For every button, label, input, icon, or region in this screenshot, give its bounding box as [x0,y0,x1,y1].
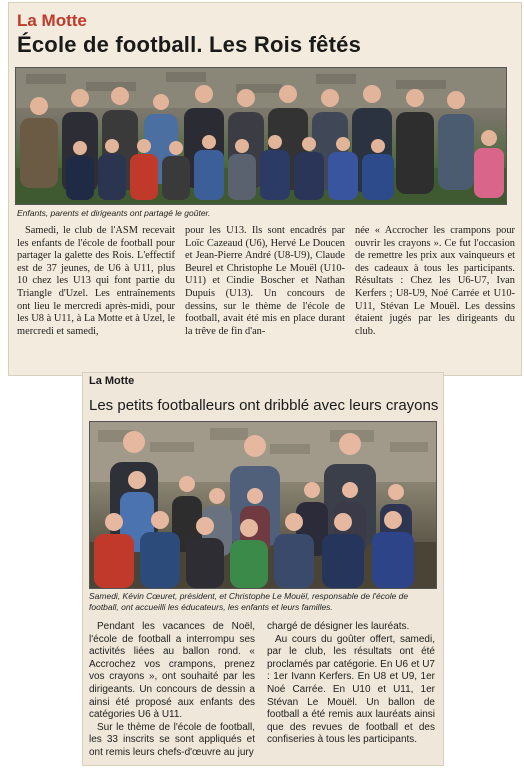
article2-kicker: La Motte [89,375,135,387]
article1-photo-caption: Enfants, parents et dirigeants ont partagé le goûter. [17,208,211,218]
article1-column-1 [17,225,175,338]
article2-headline: Les petits footballeurs ont dribblé avec leurs crayons [89,397,439,414]
group-photo-illustration [90,422,436,588]
article1-group-photo [15,67,507,205]
article2-photo-caption: Samedi, Kévin Cœuret, président, et Christophe Le Mouël, responsable de l'école de football, ont accueilli les éducateurs, les enfants et leurs familles. [89,591,409,612]
group-photo-illustration [16,68,506,204]
article2-paragraph: Sur le thème de l'école de football, les 33 inscrits se sont appliqués et ont remis leurs chefs-d'œuvre au jury [89,721,255,758]
article1-headline: École de football. Les Rois fêtés [17,32,362,57]
article2-paragraph: chargé de désigner les lauréats. [267,621,410,632]
article1-paragraph: pour les U13. Ils sont encadrés par Loïc Cazeaud (U6), Hervé Le Doucen et Jean-Pierre André (U8-U9), Claude Beurel et Christophe Le Mouël (U10-U11) et Cindie Boscher et Nathan Dupuis (U13). Un concours de dessins, sur le thème de l'école de football, avait été mis en place durant la trêve de fin d'an- [185,225,345,337]
article1-paragraph: Samedi, le club de l'ASM recevait les enfants de l'école de football pour partager la galette des Rois. L'effectif est de 37 jeunes, de U6 à U11, plus 10 chez les U13 qui font partie du Triangle d'Uzel. Les entraînements ont lieu le mercredi après-midi, pour les U8 à U11, à La Motte et à Uzel, le mercredi et samedi, [17,225,175,337]
article2-paragraph: Pendant les vacances de Noël, l'école de football a interrompu ses activités liées au ballon rond. « Accrochez vos crampons, prenez vos crayons », ont souhaité par les dirigeants. Un concours de dessin a ainsi été proposé aux enfants des catégories U6 à U11. [89,621,255,721]
article1-column-3 [355,225,515,338]
article2-paragraph: Au cours du goûter offert, samedi, par le club, les résultats ont été proclamés par catégorie. En U6 et U7 : 1er Ivann Kerfers. En U8 et U9, 1er Noé Carrée. En U10 et U11, 1er Stévan Le Mouël. Un ballon de football a été remis aux lauréats ainsi que des revues de football et des confiseries à tous les participants. [267,633,435,746]
article2-column-1 [89,621,255,760]
newspaper-clipping-2 [82,372,444,766]
article2-column-2 [267,621,435,747]
article1-paragraph: née « Accrocher les crampons pour ouvrir les crayons ». Ce fut l'occasion de remettre les prix aux vainqueurs et des cadeaux à tous les participants. Résultats : Chez les U6-U7, Ivan Kerfers ; U8-U9, Noé Carrée et U10-U11, Stévan Le Mouël. Les dessins étaient jugés par les dirigeants du club. [355,225,515,337]
newspaper-clipping-1 [8,2,522,376]
article1-column-2 [185,225,345,338]
article2-group-photo [89,421,437,589]
article1-kicker: La Motte [17,11,87,30]
